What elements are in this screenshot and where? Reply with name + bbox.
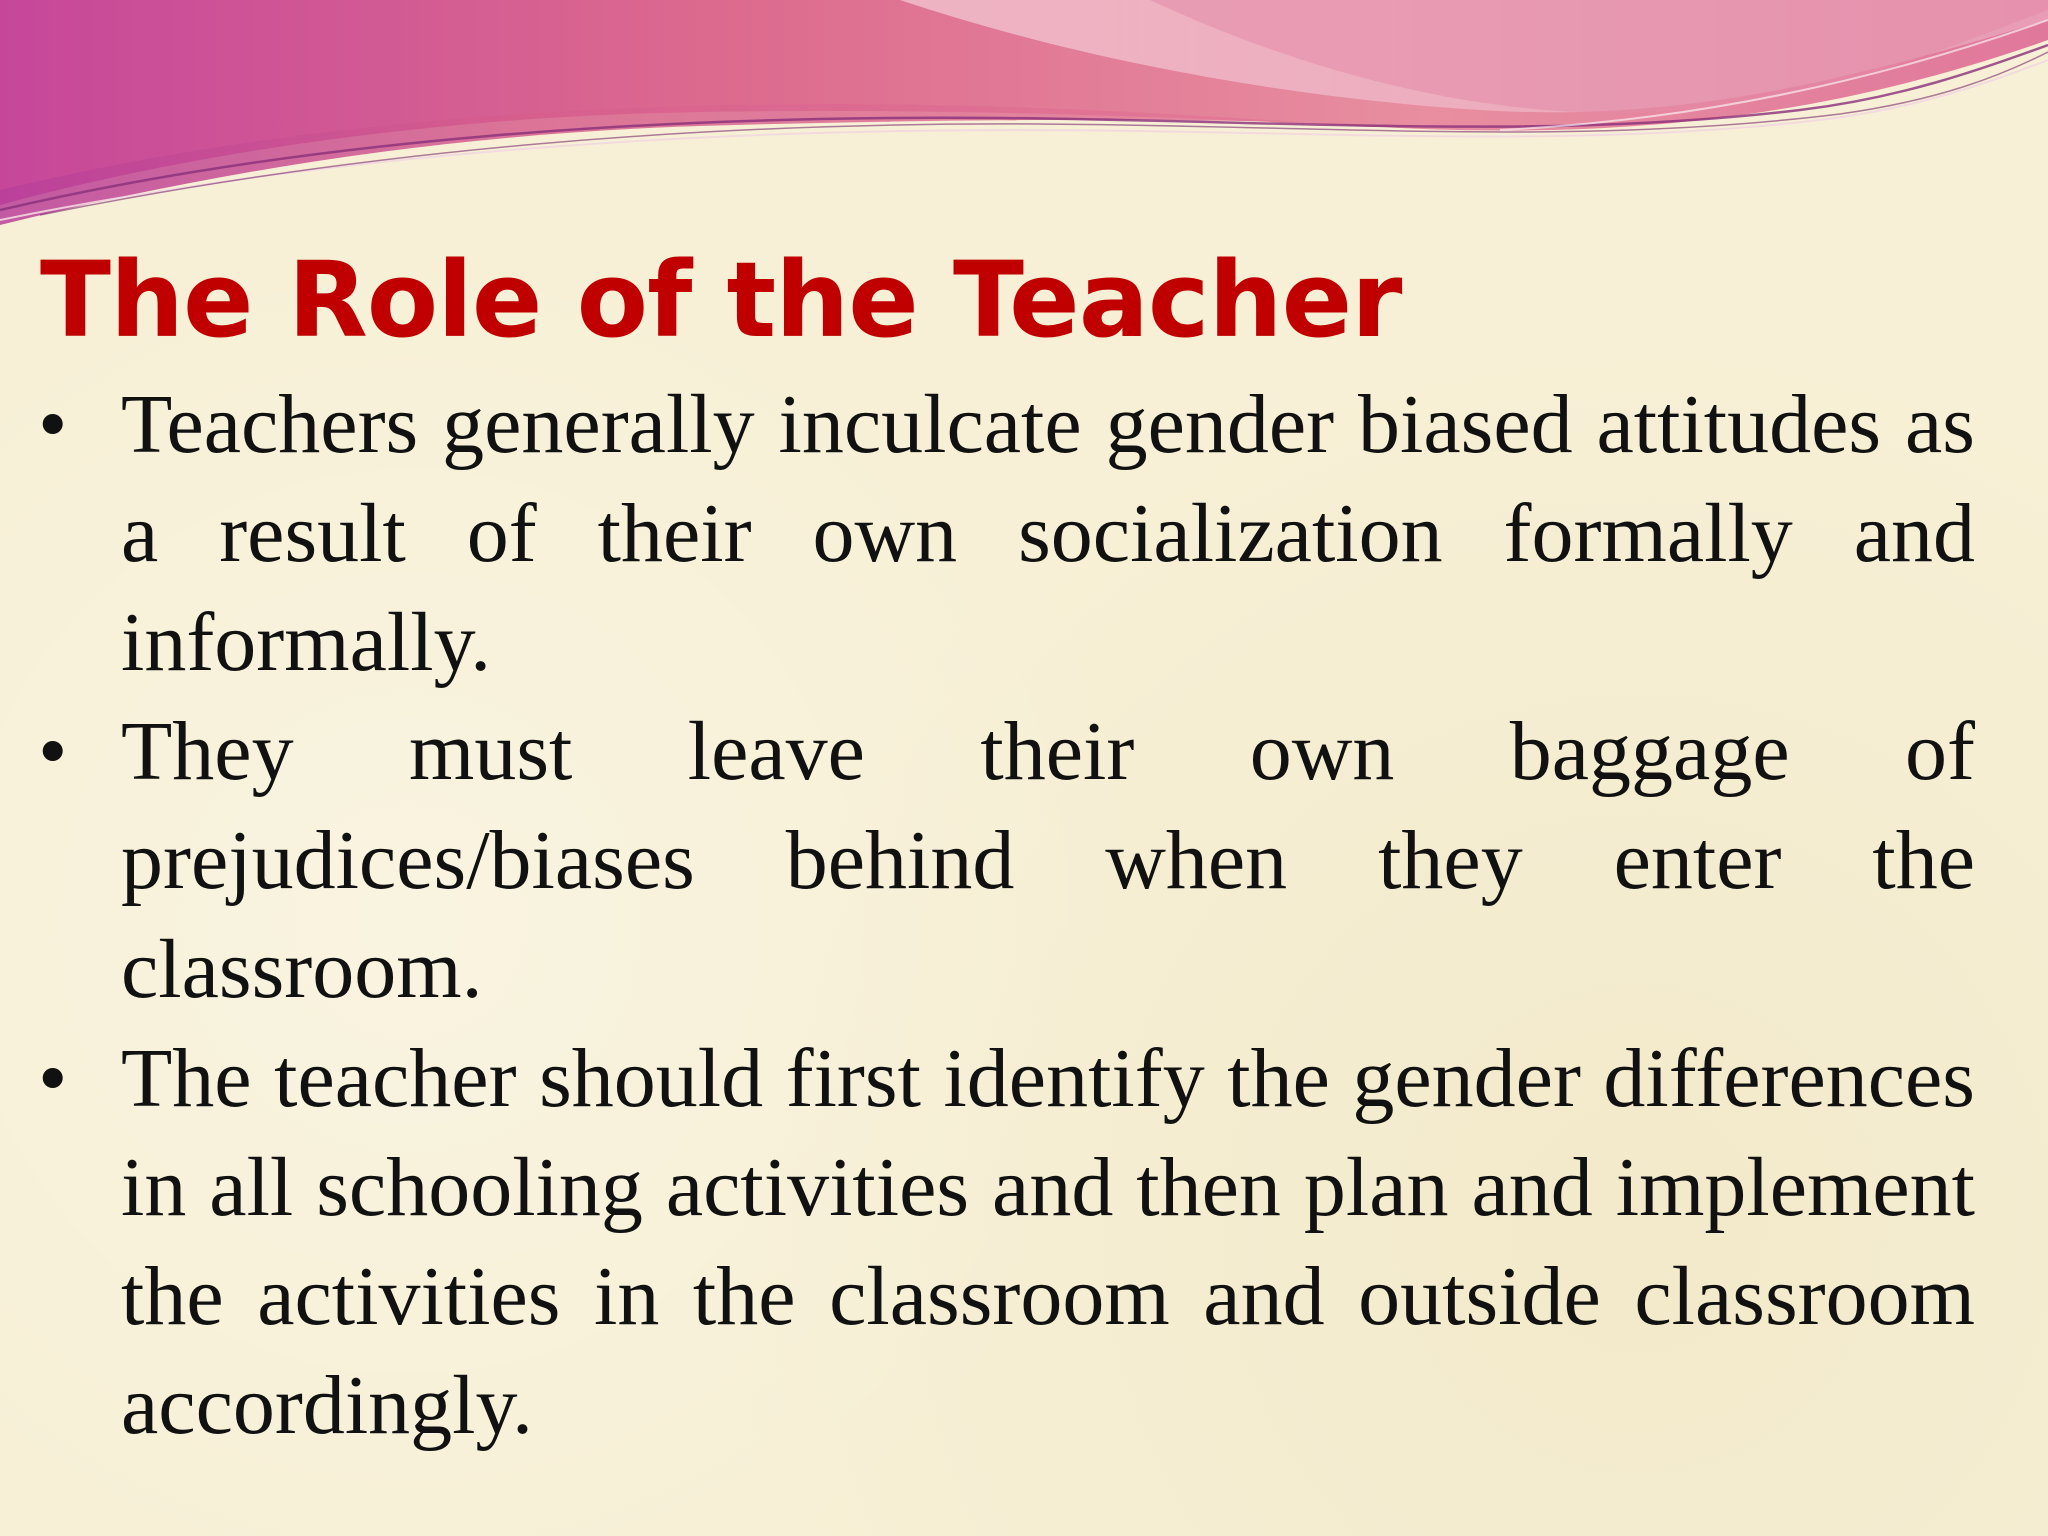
- bullet-point: •: [38, 1032, 68, 1125]
- slide-title: The Role of the Teacher: [40, 239, 1402, 361]
- bullet-text: The teacher should first identify the gender differences in all schooling activities and then plan and implement the activities in the classroom and outside classroom accordingly.: [121, 1032, 1975, 1452]
- bullet-text: Teachers generally inculcate gender biased attitudes as a result of their own socialization formally and informally.: [121, 378, 1975, 689]
- bullet-list: [0, 370, 2048, 1460]
- bullet-item: [0, 370, 2048, 697]
- decorative-wave-banner: [0, 0, 2048, 240]
- bullet-point: •: [38, 705, 68, 798]
- bullet-text: They must leave their own baggage of prejudices/biases behind when they enter the classroom.: [121, 705, 1975, 1016]
- bullet-item: [0, 697, 2048, 1024]
- bullet-point: •: [38, 378, 68, 471]
- bullet-item: [0, 1024, 2048, 1460]
